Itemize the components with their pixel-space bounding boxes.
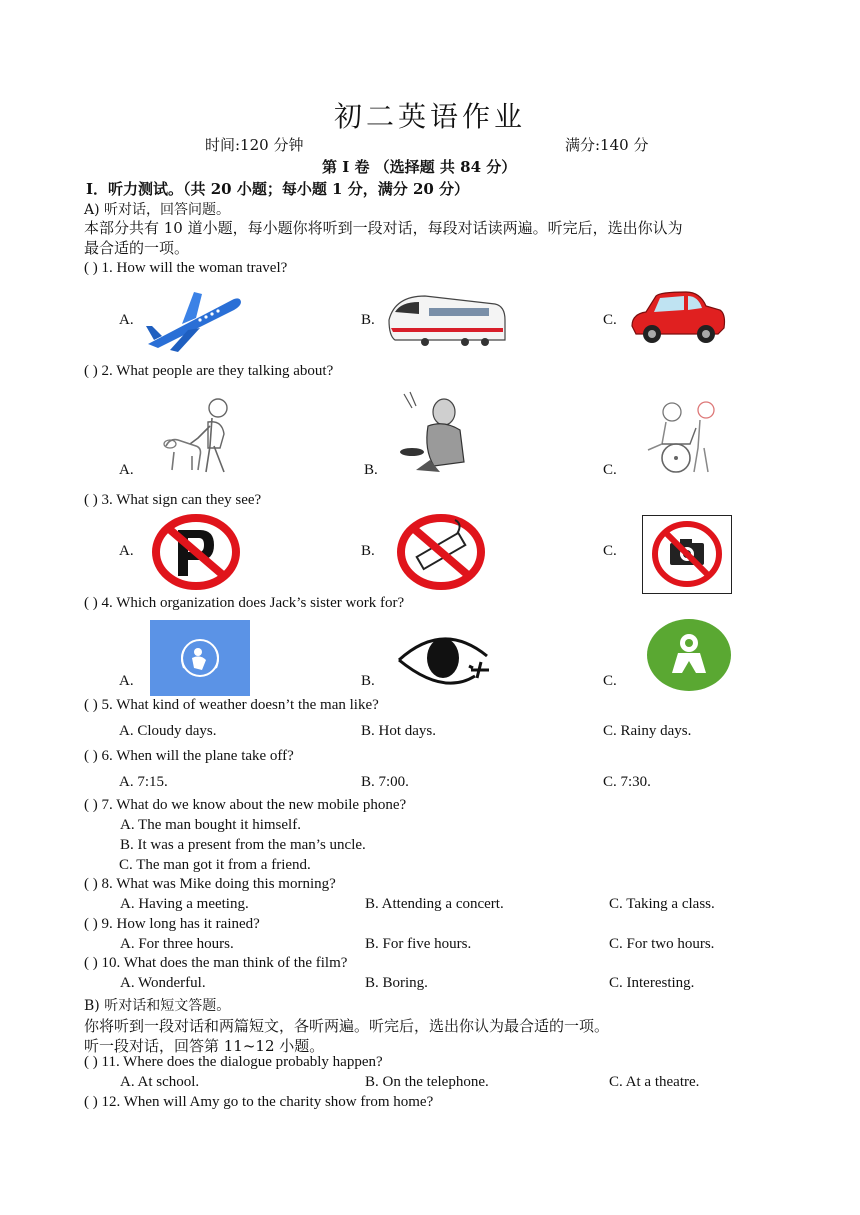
option-a[interactable]: A. At school. <box>120 1074 200 1090</box>
option-a-label[interactable]: A. <box>119 543 134 559</box>
option-c-label[interactable]: C. <box>603 673 617 689</box>
option-a-label[interactable]: A. <box>119 312 134 328</box>
page-title: 初二英语作业 <box>333 100 526 133</box>
question-10 <box>84 955 347 972</box>
question-6 <box>84 748 294 765</box>
question-3 <box>84 492 261 509</box>
option-c[interactable]: C. For two hours. <box>609 936 715 952</box>
answer-blank[interactable]: ( ) <box>84 955 98 971</box>
option-a[interactable]: A. Wonderful. <box>120 975 206 991</box>
option-a[interactable]: A. 7:15. <box>119 774 168 790</box>
option-b-label[interactable]: B. <box>361 673 375 689</box>
option-b[interactable]: B. For five hours. <box>365 936 472 952</box>
unicef-logo <box>150 620 250 696</box>
question-text: 7. What do we know about the new mobile phone? <box>101 797 407 813</box>
question-text: 12. When will Amy go to the charity show from home? <box>101 1094 434 1110</box>
option-b[interactable]: B. It was a present from the man’s uncle. <box>120 837 366 853</box>
train-icon <box>385 290 507 350</box>
option-c-label[interactable]: C. <box>603 312 617 328</box>
no-parking-icon <box>152 514 240 590</box>
answer-blank[interactable]: ( ) <box>84 260 98 276</box>
question-text: 6. When will the plane take off? <box>101 748 294 764</box>
option-c[interactable]: C. At a theatre. <box>609 1074 700 1090</box>
exam-score: 满分:140 分 <box>565 136 649 154</box>
question-7 <box>84 797 406 814</box>
question-4 <box>84 595 404 612</box>
question-11 <box>84 1054 383 1071</box>
part-b-subinstructions: 听一段对话，回答第 11~12 小题。 <box>84 1037 325 1055</box>
option-c-label[interactable]: C. <box>603 543 617 559</box>
car-icon <box>626 288 728 350</box>
question-text: 9. How long has it rained? <box>101 916 260 932</box>
question-text: 11. Where does the dialogue probably happen? <box>101 1054 383 1070</box>
question-text: 10. What does the man think of the film? <box>101 955 348 971</box>
option-a[interactable]: A. For three hours. <box>120 936 234 952</box>
volume-heading: 第 I 卷 （选择题 共 84 分） <box>322 158 517 176</box>
answer-blank[interactable]: ( ) <box>84 797 98 813</box>
option-c[interactable]: C. Rainy days. <box>603 723 692 739</box>
blind-man-with-dog-icon <box>162 394 246 476</box>
no-photo-icon <box>642 515 732 594</box>
question-text: 4. Which organization does Jack’s sister work for? <box>101 595 405 611</box>
option-c[interactable]: C. 7:30. <box>603 774 651 790</box>
answer-blank[interactable]: ( ) <box>84 595 98 611</box>
part-b-title: B) 听对话和短文答题。 <box>84 998 231 1014</box>
answer-blank[interactable]: ( ) <box>84 748 98 764</box>
question-5 <box>84 697 379 714</box>
answer-blank[interactable]: ( ) <box>84 876 98 892</box>
option-c[interactable]: C. The man got it from a friend. <box>119 857 311 873</box>
question-text: 8. What was Mike doing this morning? <box>101 876 336 892</box>
option-a[interactable]: A. The man bought it himself. <box>120 817 301 833</box>
question-12 <box>84 1094 433 1111</box>
option-a[interactable]: A. Cloudy days. <box>119 723 217 739</box>
option-c-label[interactable]: C. <box>603 462 617 478</box>
wheelchair-icon <box>642 398 724 478</box>
option-a-label[interactable]: A. <box>119 673 134 689</box>
oxfam-logo <box>640 617 738 693</box>
part-a-instructions-2: 最合适的一项。 <box>84 239 190 257</box>
option-b[interactable]: B. On the telephone. <box>365 1074 489 1090</box>
option-a[interactable]: A. Having a meeting. <box>120 896 249 912</box>
answer-blank[interactable]: ( ) <box>84 363 98 379</box>
question-2 <box>84 363 333 380</box>
option-a-label[interactable]: A. <box>119 462 134 478</box>
answer-blank[interactable]: ( ) <box>84 1054 98 1070</box>
airplane-icon <box>142 288 244 354</box>
question-8 <box>84 876 336 893</box>
eye-airplane-logo <box>393 626 495 694</box>
beggar-icon <box>394 390 468 476</box>
option-b[interactable]: B. Hot days. <box>361 723 436 739</box>
question-text: 1. How will the woman travel? <box>101 260 288 276</box>
part-a-title: A) 听对话，回答问题。 <box>84 202 231 218</box>
option-c[interactable]: C. Taking a class. <box>609 896 715 912</box>
answer-blank[interactable]: ( ) <box>84 1094 98 1110</box>
no-smoking-icon <box>397 514 485 590</box>
question-9 <box>84 916 260 933</box>
answer-blank[interactable]: ( ) <box>84 916 98 932</box>
question-text: 2. What people are they talking about? <box>101 363 334 379</box>
question-text: 3. What sign can they see? <box>101 492 262 508</box>
answer-blank[interactable]: ( ) <box>84 492 98 508</box>
question-text: 5. What kind of weather doesn’t the man like? <box>101 697 379 713</box>
option-b-label[interactable]: B. <box>361 543 375 559</box>
exam-time: 时间:120 分钟 <box>205 136 304 154</box>
part-a-instructions: 本部分共有 10 道小题，每小题你将听到一段对话，每段对话读两遍。听完后，选出你认为 <box>84 219 683 237</box>
option-b-label[interactable]: B. <box>364 462 378 478</box>
section-heading: I．听力测试。（共 20 小题；每小题 1 分，满分 20 分） <box>86 180 470 198</box>
option-b-label[interactable]: B. <box>361 312 375 328</box>
option-b[interactable]: B. Attending a concert. <box>365 896 504 912</box>
option-b[interactable]: B. Boring. <box>365 975 428 991</box>
option-b[interactable]: B. 7:00. <box>361 774 409 790</box>
option-c[interactable]: C. Interesting. <box>609 975 695 991</box>
question-1 <box>84 260 287 277</box>
part-b-instructions: 你将听到一段对话和两篇短文，各听两遍。听完后，选出你认为最合适的一项。 <box>84 1017 610 1035</box>
answer-blank[interactable]: ( ) <box>84 697 98 713</box>
